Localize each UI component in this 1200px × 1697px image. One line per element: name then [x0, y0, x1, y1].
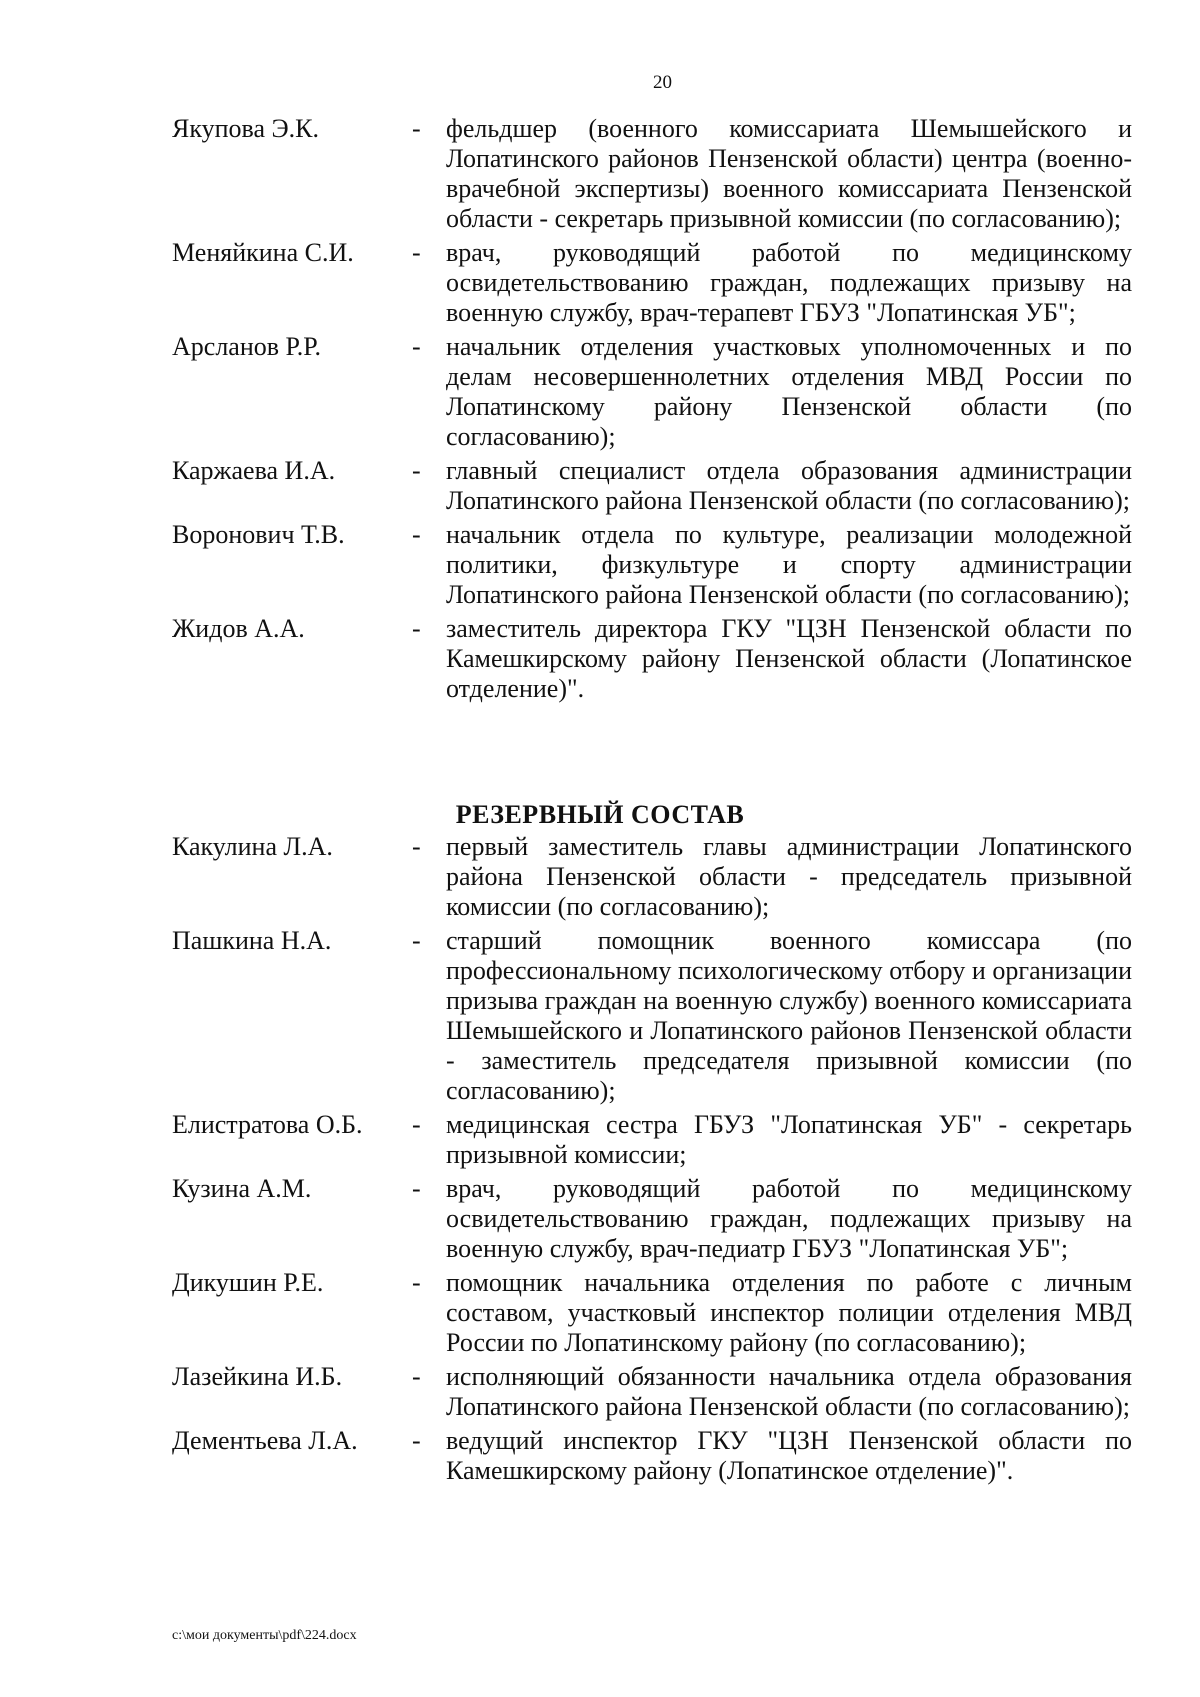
- member-name: Меняйкина С.И.: [172, 238, 354, 267]
- member-dash: -: [412, 332, 421, 361]
- member-name: Дементьева Л.А.: [172, 1426, 358, 1455]
- member-row: [172, 614, 1132, 704]
- member-row: [172, 1362, 1132, 1422]
- member-dash: -: [412, 114, 421, 143]
- member-description: первый заместитель главы администрации Лопатинского района Пензенской области - председатель призывной комиссии (по согласованию);: [446, 832, 1132, 921]
- member-description: ведущий инспектор ГКУ "ЦЗН Пензенской области по Камешкирскому району (Лопатинское отделение)".: [446, 1426, 1132, 1485]
- member-description: врач, руководящий работой по медицинскому освидетельствованию граждан, подлежащих призыву на военную службу, врач-терапевт ГБУЗ "Лопатинская УБ";: [446, 238, 1132, 327]
- member-name: Воронович Т.В.: [172, 520, 345, 549]
- member-row: [172, 1426, 1132, 1486]
- member-name: Каржаева И.А.: [172, 456, 336, 485]
- member-description: исполняющий обязанности начальника отдела образования Лопатинского района Пензенской области (по согласованию);: [446, 1362, 1132, 1421]
- member-row: [172, 238, 1132, 328]
- reserve-heading: РЕЗЕРВНЫЙ СОСТАВ: [455, 800, 745, 829]
- member-description: заместитель директора ГКУ "ЦЗН Пензенской области по Камешкирскому району Пензенской области (Лопатинское отделение)".: [446, 614, 1132, 703]
- member-description: помощник начальника отделения по работе с личным составом, участковый инспектор полиции отделения МВД России по Лопатинскому району (по согласованию);: [446, 1268, 1132, 1357]
- page-number: 20: [653, 72, 672, 93]
- member-dash: -: [412, 520, 421, 549]
- member-dash: -: [412, 1362, 421, 1391]
- member-dash: -: [412, 926, 421, 955]
- member-description: медицинская сестра ГБУЗ "Лопатинская УБ" - секретарь призывной комиссии;: [446, 1110, 1132, 1169]
- member-description: главный специалист отдела образования администрации Лопатинского района Пензенской области (по согласованию);: [446, 456, 1132, 515]
- member-dash: -: [412, 614, 421, 643]
- member-dash: -: [412, 1426, 421, 1455]
- member-dash: -: [412, 1174, 421, 1203]
- member-name: Арсланов Р.Р.: [172, 332, 321, 361]
- member-name: Елистратова О.Б.: [172, 1110, 363, 1139]
- member-name: Какулина Л.А.: [172, 832, 333, 861]
- reserve-members-list: [172, 832, 1132, 1490]
- member-name: Кузина А.М.: [172, 1174, 312, 1203]
- member-row: [172, 1174, 1132, 1264]
- member-row: [172, 832, 1132, 922]
- member-row: [172, 520, 1132, 610]
- member-description: начальник отдела по культуре, реализации молодежной политики, физкультуре и спорту администрации Лопатинского района Пензенской области (по согласованию);: [446, 520, 1132, 609]
- member-row: [172, 332, 1132, 452]
- member-description: старший помощник военного комиссара (по профессиональному психологическому отбору и организации призыва граждан на военную службу) военного комиссариата Шемышейского и Лопатинского районов Пензенской области - заместитель председателя призывной комиссии (по согласованию);: [446, 926, 1132, 1105]
- member-dash: -: [412, 238, 421, 267]
- member-dash: -: [412, 1268, 421, 1297]
- member-description: начальник отделения участковых уполномоченных и по делам несовершеннолетних отделения МВД России по Лопатинскому району Пензенской области (по согласованию);: [446, 332, 1132, 451]
- member-description: врач, руководящий работой по медицинскому освидетельствованию граждан, подлежащих призыву на военную службу, врач-педиатр ГБУЗ "Лопатинская УБ";: [446, 1174, 1132, 1263]
- member-name: Пашкина Н.А.: [172, 926, 332, 955]
- member-name: Лазейкина И.Б.: [172, 1362, 343, 1391]
- member-row: [172, 1110, 1132, 1170]
- member-row: [172, 926, 1132, 1106]
- member-dash: -: [412, 456, 421, 485]
- main-members-list: [172, 114, 1132, 708]
- member-name: Якупова Э.К.: [172, 114, 319, 143]
- file-path-footer: c:\мои документы\pdf\224.docx: [172, 1628, 357, 1643]
- member-name: Дикушин Р.Е.: [172, 1268, 324, 1297]
- member-row: [172, 456, 1132, 516]
- member-row: [172, 1268, 1132, 1358]
- member-description: фельдшер (военного комиссариата Шемышейского и Лопатинского районов Пензенской области) центра (военно-врачебной экспертизы) военного комиссариата Пензенской области - секретарь призывной комиссии (по согласованию);: [446, 114, 1132, 233]
- member-dash: -: [412, 1110, 421, 1139]
- member-row: [172, 114, 1132, 234]
- member-name: Жидов А.А.: [172, 614, 305, 643]
- member-dash: -: [412, 832, 421, 861]
